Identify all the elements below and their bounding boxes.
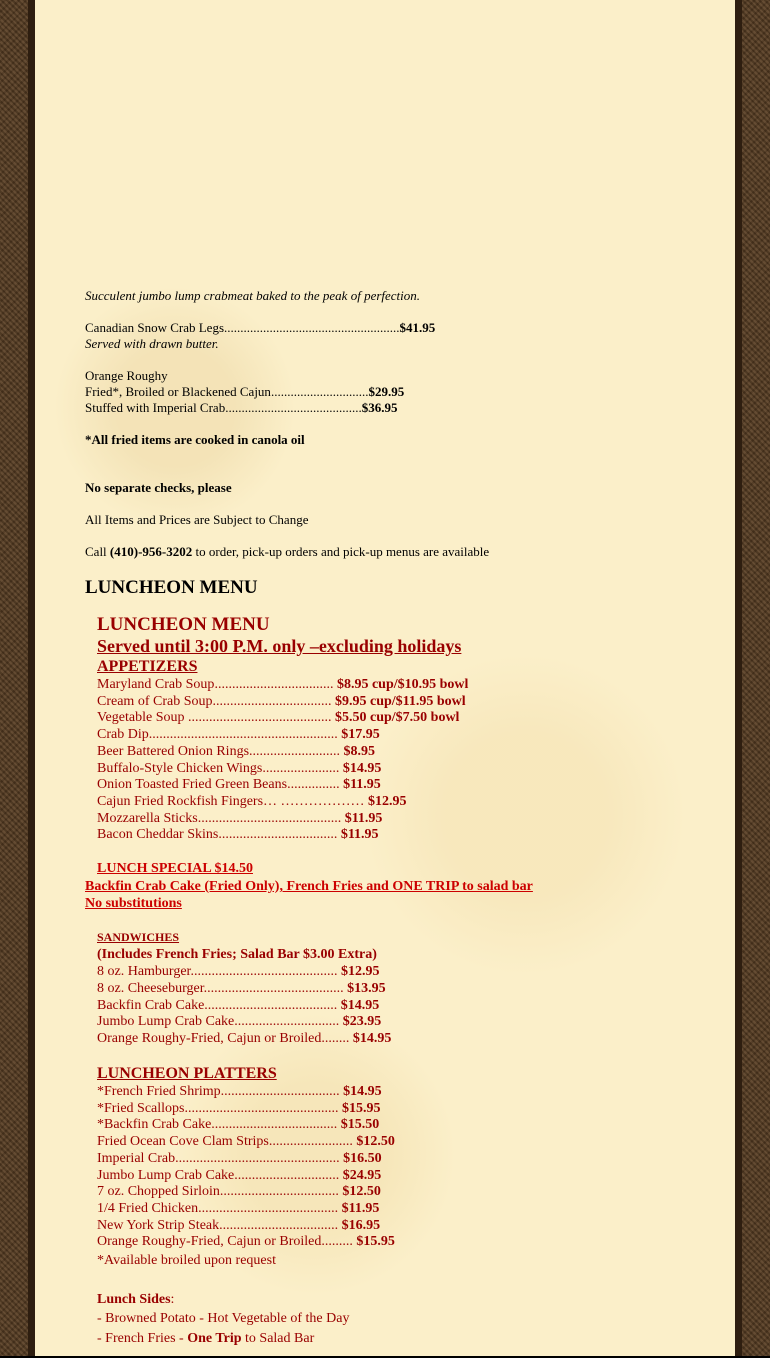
call-line [85, 544, 489, 560]
item-name: Fried*, Broiled or Blackened Cajun [85, 384, 271, 399]
dot-leader: .............................. [234, 1014, 340, 1029]
dot-leader: .......................................... [190, 964, 338, 979]
item-price: $15.50 [340, 1117, 380, 1132]
item-price: $12.50 [342, 1184, 381, 1199]
dot-leader: ............................................ [184, 1101, 339, 1116]
appetizers-title: APPETIZERS [97, 658, 198, 675]
item-name: Beer Battered Onion Rings [97, 744, 250, 759]
menu-item [97, 964, 379, 980]
item-price: $11.95 [340, 827, 379, 842]
item-name: Jumbo Lump Crab Cake [97, 1168, 235, 1183]
menu-item [97, 1151, 382, 1167]
menu-item [97, 1014, 381, 1030]
no-substitutions[interactable]: No substitutions [85, 896, 182, 911]
menu-item [97, 694, 466, 710]
lunch-sides-colon: : [170, 1292, 175, 1307]
phone-number[interactable]: (410)-956-3202 [109, 544, 193, 559]
item-name: 8 oz. Hamburger [97, 964, 191, 979]
roughy-title: Orange Roughy [85, 368, 168, 383]
dot-leader: .......................... [249, 744, 341, 759]
item-price: $15.95 [356, 1234, 395, 1249]
dot-leader: .............................. [270, 384, 369, 399]
side-1: - Browned Potato - Hot Vegetable of the Day [97, 1311, 350, 1326]
side-2-suffix: to Salad Bar [241, 1331, 315, 1346]
roughy-line-2 [85, 400, 397, 416]
lunch-sides-heading [97, 1292, 174, 1308]
item-price: $16.95 [341, 1218, 381, 1233]
dot-leader: ............... [287, 777, 340, 792]
snow-crab-note: Served with drawn butter. [85, 336, 219, 351]
menu-item [97, 1218, 380, 1234]
dot-leader: ......... [321, 1234, 353, 1249]
item-price: $11.95 [343, 777, 381, 792]
side-2 [97, 1331, 314, 1347]
item-price: $12.95 [368, 794, 407, 809]
item-price: $14.95 [352, 1031, 392, 1046]
luncheon-title: LUNCHEON MENU [97, 614, 270, 635]
platters-title: LUNCHEON PLATTERS [97, 1065, 277, 1082]
sandwiches-note: (Includes French Fries; Salad Bar $3.00 Extra) [97, 947, 377, 962]
menu-item [97, 1234, 395, 1250]
menu-item [97, 1134, 395, 1150]
item-name: Stuffed with Imperial Crab [85, 400, 226, 415]
item-name: Fried Ocean Cove Clam Strips [97, 1134, 269, 1149]
item-price: $12.50 [356, 1134, 395, 1149]
dot-leader: ...................................................... [148, 727, 338, 742]
dot-leader: ........................................ [203, 981, 344, 996]
item-name: Mozzarella Sticks [97, 811, 198, 826]
menu-item [97, 1084, 382, 1100]
menu-item [97, 794, 407, 810]
canola-note: *All fried items are cooked in canola oil [85, 432, 305, 447]
item-name: Imperial Crab [97, 1151, 176, 1166]
item-name: Buffalo-Style Chicken Wings [97, 761, 263, 776]
lunch-sides-title: Lunch Sides [97, 1292, 171, 1307]
right-border [735, 0, 742, 1358]
roughy-line-1 [85, 384, 404, 400]
menu-item [97, 998, 379, 1014]
call-prefix: Call [85, 544, 107, 559]
luncheon-menu-heading: LUNCHEON MENU [85, 577, 258, 598]
menu-item [97, 727, 380, 743]
item-price: $14.95 [343, 1084, 382, 1099]
menu-item [97, 744, 375, 760]
dot-leader: ........................................ [198, 1201, 339, 1216]
sandwiches-title: SANDWICHES [97, 930, 180, 944]
menu-item [97, 1184, 381, 1200]
item-name: *Backfin Crab Cake [97, 1117, 212, 1132]
item-price: $15.95 [342, 1101, 381, 1116]
dot-leader: .............................. [234, 1168, 340, 1183]
dot-leader: .................................. [219, 1218, 339, 1233]
menu-item [97, 1117, 379, 1133]
platters-note: *Available broiled upon request [97, 1253, 276, 1268]
dot-leader: ........................ [268, 1134, 353, 1149]
item-price: $14.95 [342, 761, 382, 776]
item-price: $36.95 [361, 400, 398, 415]
item-name: Orange Roughy-Fried, Cajun or Broiled [97, 1031, 322, 1046]
call-suffix: to order, pick-up orders and pick-up menus are available [195, 544, 490, 559]
item-price: $14.95 [340, 998, 380, 1013]
menu-item [97, 1168, 381, 1184]
item-name: 7 oz. Chopped Sirloin [97, 1184, 220, 1199]
menu-item [97, 777, 381, 793]
served-until: Served until 3:00 P.M. only –excluding holidays [97, 636, 462, 656]
menu-item [97, 827, 379, 843]
dot-leader: .................................. [212, 694, 332, 709]
dot-leader: .................................... [211, 1117, 338, 1132]
item-name: New York Strip Steak [97, 1218, 220, 1233]
side-2-bold: One Trip [187, 1331, 242, 1346]
item-price: $8.95 cup/$10.95 bowl [336, 677, 469, 692]
dot-leader: ...................................................... [224, 320, 400, 335]
item-name: Vegetable Soup [97, 710, 188, 725]
dot-leader: .................................. [214, 677, 334, 692]
dot-leader: ............................................... [175, 1151, 340, 1166]
item-price: $29.95 [368, 384, 405, 399]
dot-leader: .......................................... [225, 400, 362, 415]
item-price: $13.95 [347, 981, 386, 996]
crab-description: Succulent jumbo lump crabmeat baked to the peak of perfection. [85, 288, 421, 303]
dot-leader: .................................. [220, 1084, 340, 1099]
item-price: $8.95 [343, 744, 376, 759]
dot-leader: .................................. [218, 827, 338, 842]
menu-item [97, 761, 381, 777]
menu-item [97, 981, 386, 997]
item-name: Crab Dip [97, 727, 149, 742]
item-price: $12.95 [340, 964, 380, 979]
item-price: $16.50 [343, 1151, 382, 1166]
snow-crab-line [85, 320, 435, 336]
menu-item [97, 1201, 379, 1217]
item-name: Orange Roughy-Fried, Cajun or Broiled [97, 1234, 322, 1249]
item-price: $41.95 [399, 320, 436, 335]
item-price: $23.95 [342, 1014, 382, 1029]
item-price: $11.95 [341, 1201, 380, 1216]
dot-leader: ........ [321, 1031, 350, 1046]
menu-item [97, 811, 382, 827]
subject-to-change: All Items and Prices are Subject to Change [85, 512, 309, 527]
menu-item [97, 710, 459, 726]
item-name: Onion Toasted Fried Green Beans [97, 777, 288, 792]
item-price: $17.95 [341, 727, 380, 742]
menu-item [97, 677, 468, 693]
item-name: *Fried Scallops [97, 1101, 185, 1116]
item-price: $24.95 [342, 1168, 382, 1183]
dot-leader: ...................................... [204, 998, 338, 1013]
dot-leader: .................................. [219, 1184, 339, 1199]
item-name: Cajun Fried Rockfish Fingers [97, 794, 264, 809]
lunch-special-title: LUNCH SPECIAL $14.50 [97, 861, 253, 876]
dot-leader: ......................................... [187, 710, 332, 725]
item-name: Bacon Cheddar Skins [97, 827, 219, 842]
item-price: $9.95 cup/$11.95 bowl [334, 694, 466, 709]
item-name: Backfin Crab Cake [97, 998, 205, 1013]
dot-leader: ...................... [262, 761, 340, 776]
item-name: 1/4 Fried Chicken [97, 1201, 199, 1216]
item-name: Maryland Crab Soup [97, 677, 215, 692]
item-name: Cream of Crab Soup [97, 694, 213, 709]
side-2-prefix: - French Fries - [97, 1331, 188, 1346]
item-name: *French Fried Shrimp [97, 1084, 221, 1099]
item-name: Jumbo Lump Crab Cake [97, 1014, 235, 1029]
menu-item [97, 1101, 381, 1117]
dot-leader: ......................................... [197, 811, 342, 826]
item-price: $5.50 cup/$7.50 bowl [334, 710, 460, 725]
left-border [28, 0, 35, 1358]
lunch-special-line[interactable]: Backfin Crab Cake (Fried Only), French Fries and ONE TRIP to salad bar [85, 879, 533, 894]
item-name: 8 oz. Cheeseburger [97, 981, 204, 996]
item-price: $11.95 [344, 811, 383, 826]
menu-item [97, 1031, 391, 1047]
no-separate-checks: No separate checks, please [85, 480, 232, 495]
item-name: Canadian Snow Crab Legs [85, 320, 225, 335]
dot-leader: … ……………… [263, 794, 365, 809]
